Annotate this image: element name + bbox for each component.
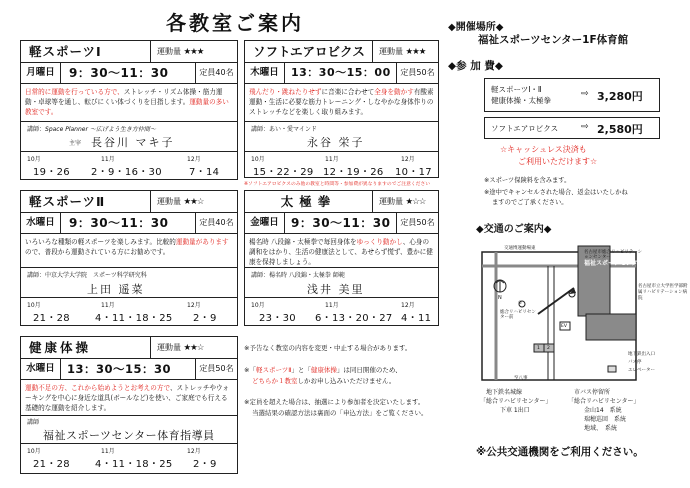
desc-text-2: 有酸素運動・生活に必要な筋力トレーニング・しなやかな身体作りのストレッチなどを楽しく取り組みます。 (249, 88, 434, 116)
class-day: 金曜日 (245, 213, 285, 233)
month-dec: 12月 (187, 302, 201, 309)
class-card-tai-chi (244, 190, 439, 326)
map-road-label: 交通博運動場東 (504, 246, 536, 251)
dates-nov: 12・19・26 (323, 167, 384, 178)
divider (245, 297, 438, 298)
class-name: ソフトエアロビクス (245, 41, 373, 62)
month-dec: 12月 (187, 448, 201, 455)
bus-station: 「総合リハビリセンター」 (568, 398, 640, 405)
bus-title: 市バス停留所 (574, 389, 611, 396)
cashless-note: ☆キャッシュレス決済も (500, 145, 587, 154)
month-oct: 10月 (251, 302, 265, 309)
page-title: 各教室ご案内 (166, 11, 304, 35)
intensity-stars: ★☆☆ (405, 197, 426, 207)
legend-bus: バス停 (628, 360, 642, 365)
intensity-stars: ★★☆ (183, 197, 204, 207)
class-card-light-sports-2 (20, 190, 238, 326)
north-icon: N (498, 295, 502, 301)
instructor-name: 永谷 栄子 (307, 136, 365, 149)
class-time: 9：30～11：30 (291, 216, 391, 230)
dates-nov: 4・11・18・25 (95, 459, 173, 470)
dates-dec: 4・11 (401, 313, 432, 324)
access-header: ◆交通のご案内◆ (476, 224, 552, 235)
class-description (249, 87, 434, 117)
instructor-label: 講師 (27, 419, 40, 426)
class-capacity: 定員40名 (195, 63, 237, 83)
intensity-stars: ★★★ (183, 47, 204, 57)
instructor-label: 講師： (27, 126, 46, 133)
subway-station: 「総合リハビリセンター」 (480, 398, 552, 405)
desc-highlight-2: 運動量の多い教室です。 (25, 98, 229, 116)
schedule-row (21, 213, 237, 234)
intensity-label: 運動量 (379, 47, 403, 56)
divider (21, 151, 237, 152)
class-name: 太極拳 (245, 191, 373, 212)
note-text: しかお申し込みいただけません。 (297, 377, 396, 385)
card-header (245, 41, 438, 63)
class-description (25, 383, 233, 413)
arrow-icon: ⇨ (581, 122, 589, 132)
note-highlight: 健康体操 (310, 366, 337, 374)
fee-note-insurance: ※スポーツ保険料を含みます。 (484, 177, 571, 184)
fee-price: 3,280円 (597, 90, 643, 103)
class-card-soft-aerobics (244, 40, 439, 178)
intensity-stars: ★★☆ (183, 343, 204, 353)
class-day: 木曜日 (245, 63, 285, 83)
divider (245, 267, 438, 268)
class-description (249, 237, 434, 267)
note-lottery-2: 当選結果の確認方法は裏面の「申込方法」をご覧ください。 (252, 409, 428, 417)
subway-exit: 下車 1出口 (500, 407, 530, 414)
desc-highlight: 運動量があります (175, 238, 229, 246)
intensity-label: 運動量 (157, 197, 181, 206)
legend-exit: 地下鉄出入口 (628, 352, 655, 357)
desc-text: に音楽に合わせて (321, 88, 375, 96)
desc-text-2: 、心身の調和をはかり、生活の健康法として、あせらず慌ず、豊かに健康を保持しましょう。 (249, 238, 433, 266)
public-transport-note: ※公共交通機関をご利用ください。 (476, 446, 644, 458)
fee-label-2: 健康体操・太極拳 (491, 96, 551, 105)
desc-highlight-2: 全身を動かす (374, 88, 414, 96)
desc-highlight: 運動不足の方、これから始めようとお考えの方で (25, 384, 170, 392)
fee-label: ソフトエアロビクス (491, 124, 559, 133)
intensity-label: 運動量 (157, 47, 181, 56)
month-oct: 10月 (27, 302, 41, 309)
schedule-row (21, 63, 237, 84)
class-card-light-sports-1 (20, 40, 238, 180)
dates-dec: 2・9 (193, 313, 217, 324)
dates-dec: 7・14 (189, 167, 220, 178)
venue-name: 福祉スポーツセンター1F体育館 (478, 34, 629, 46)
month-nov: 11月 (101, 156, 115, 163)
fee-box-2 (484, 117, 660, 139)
month-oct: 10月 (27, 448, 41, 455)
class-capacity: 定員50名 (195, 359, 237, 379)
intensity-stars: ★★★ (405, 47, 426, 57)
month-nov: 11月 (101, 302, 115, 309)
dates-oct: 23・30 (259, 313, 296, 324)
venue-header: ◆開催場所◆ (448, 22, 504, 33)
divider (245, 121, 438, 122)
fees-header: ◆参 加 費◆ (448, 60, 503, 72)
schedule-row (245, 213, 438, 234)
intensity (153, 41, 203, 62)
month-oct: 10月 (27, 156, 41, 163)
class-name: 軽スポーツⅠ (21, 41, 151, 62)
card-header (245, 191, 438, 213)
fee-box-1 (484, 78, 660, 112)
intensity (375, 191, 425, 212)
note-highlight: 軽スポーツⅡ (255, 366, 292, 374)
desc-text: ストレッチ・リズム体操・筋力運動・卓球等を通し、転びにくい体づくりを目指します。 (25, 88, 223, 106)
map-gate-1: 1 (537, 346, 540, 351)
instructor-role: 主宰 (69, 140, 82, 147)
aerobics-footnote: ※ソフトエアロビクスのみ他の教室と時間等・参加費が異なりますのでご注意ください (244, 182, 431, 187)
desc-highlight: 日常的に運動を行っている方で、 (25, 88, 124, 96)
map-gate-2: 2 (547, 346, 550, 351)
class-capacity: 定員50名 (396, 213, 438, 233)
instructor-name: 浅井 美里 (307, 283, 365, 296)
subway-title: 地下鉄名城線 (486, 389, 523, 396)
dates-oct: 15・22・29 (253, 167, 314, 178)
legend-ev: エレベーター (628, 368, 655, 373)
bus-line-2: 瑞穂巡回 系統 (584, 416, 627, 423)
map-hospital: 名古屋市立大学医学部附属リハビリテーション病院 (638, 284, 688, 301)
month-nov: 11月 (101, 448, 115, 455)
fee-note-refund: ※途中でキャンセルされた場合、返金はいたしかね (484, 189, 628, 196)
intensity-label: 運動量 (379, 197, 403, 206)
class-card-health-exercise (20, 336, 238, 474)
instructor-name: 福祉スポーツセンター体育指導員 (43, 429, 215, 442)
bus-line-3: 地域、 系統 (584, 425, 618, 432)
desc-highlight: 飛んだり・跳ねたりせず (249, 88, 322, 96)
month-nov: 11月 (325, 302, 339, 309)
map-ev: EV (561, 324, 567, 329)
dates-nov: 6・13・20・27 (315, 313, 393, 324)
fee-note-refund-2: ますのでご了承ください。 (492, 199, 568, 206)
note-lottery: ※定員を超えた場合は、抽選により参加者を決定いたします。 (244, 398, 425, 406)
instructor-label: 講師：中京大学大学院 スポーツ科学研究科 (27, 272, 147, 279)
map-center-org: 名古屋市総合リハビリテーションセンター (584, 250, 643, 260)
month-dec: 12月 (401, 302, 415, 309)
class-time: 9：30～11：30 (69, 216, 169, 230)
instructor-label: 講師：あい・愛マインド (251, 126, 317, 133)
note-same-day-2 (252, 377, 395, 386)
map-center-name: 福祉スポーツセンター (584, 260, 644, 267)
dates-oct: 19・26 (33, 167, 70, 178)
card-header (21, 191, 237, 213)
class-description (25, 87, 233, 117)
instructor-info (27, 124, 156, 133)
access-map (478, 236, 690, 384)
bus-line-1: 金山14 系統 (584, 407, 622, 414)
class-time: 13：30～15：30 (67, 362, 172, 376)
card-header (21, 41, 237, 63)
map-station: 総合リハビリセンター前 (500, 310, 536, 320)
desc-highlight: ゆっくり動かし (356, 238, 403, 246)
month-dec: 12月 (187, 156, 201, 163)
note-text: 」は同日開催のため、 (336, 366, 402, 374)
cashless-note-2: ご利用いただけます☆ (518, 157, 598, 166)
fee-price: 2,580円 (597, 123, 643, 136)
class-time: 13：30～15：00 (291, 66, 391, 79)
dates-nov: 2・9・16・30 (91, 167, 162, 178)
divider (21, 415, 237, 416)
class-name: 軽スポーツⅡ (21, 191, 151, 212)
note-change: ※予告なく教室の内容を変更・中止する場合があります。 (244, 344, 412, 352)
desc-text: 、ストレッチやウォーキングを中心に身近な道具(ボールなど)を使い、ご家庭でも行える基礎的な運動を紹介します。 (25, 384, 229, 412)
instructor-label: 講師：楊名時 八段錦・太極拳 師範 (251, 272, 345, 279)
desc-text: 楊名時 八段錦・太極拳で毎回身体を (249, 238, 357, 246)
class-day: 水曜日 (21, 359, 61, 379)
card-header (21, 337, 237, 359)
month-dec: 12月 (401, 156, 415, 163)
note-highlight: どちらか１教室 (252, 377, 298, 385)
divider (21, 121, 237, 122)
divider (21, 443, 237, 444)
intensity-label: 運動量 (157, 343, 181, 352)
dates-dec: 10・17 (395, 167, 432, 178)
fee-label: 軽スポーツⅠ・Ⅱ (491, 85, 542, 94)
divider (21, 297, 237, 298)
dates-oct: 21・28 (33, 313, 70, 324)
class-time: 9：30～11：30 (69, 66, 169, 80)
class-day: 水曜日 (21, 213, 61, 233)
month-nov: 11月 (325, 156, 339, 163)
note-text: ※「 (244, 366, 256, 374)
month-oct: 10月 (251, 156, 265, 163)
intensity (375, 41, 425, 62)
schedule-row (21, 359, 237, 380)
class-name: 健康体操 (21, 337, 151, 358)
schedule-row (245, 63, 438, 84)
divider (21, 267, 237, 268)
class-day: 月曜日 (21, 63, 61, 83)
note-text: 」と「 (291, 366, 311, 374)
map-exit-1: ① (518, 301, 523, 306)
intensity (153, 337, 203, 358)
intensity (153, 191, 203, 212)
class-description (25, 237, 233, 257)
class-capacity: 定員50名 (396, 63, 438, 83)
map-bus-stop: 至八事 (514, 376, 528, 381)
arrow-icon: ⇨ (581, 89, 589, 99)
dates-oct: 21・28 (33, 459, 70, 470)
dates-dec: 2・9 (193, 459, 217, 470)
desc-text-2: ので、普段から運動されている方にお勧めです。 (25, 248, 170, 256)
instructor-name: 長谷川 マキ子 (91, 136, 175, 149)
class-capacity: 定員40名 (195, 213, 237, 233)
note-same-day (244, 366, 402, 375)
divider (245, 151, 438, 152)
instructor-name: 上田 遥菜 (87, 283, 145, 296)
dates-nov: 4・11・18・25 (95, 313, 173, 324)
map-exit-2: ② (568, 291, 573, 296)
instructor-org: Space Planner ～広げよう生き方仲間～ (45, 126, 156, 133)
desc-text: いろいろな種類の軽スポーツを楽しみます。比較的 (25, 238, 176, 246)
